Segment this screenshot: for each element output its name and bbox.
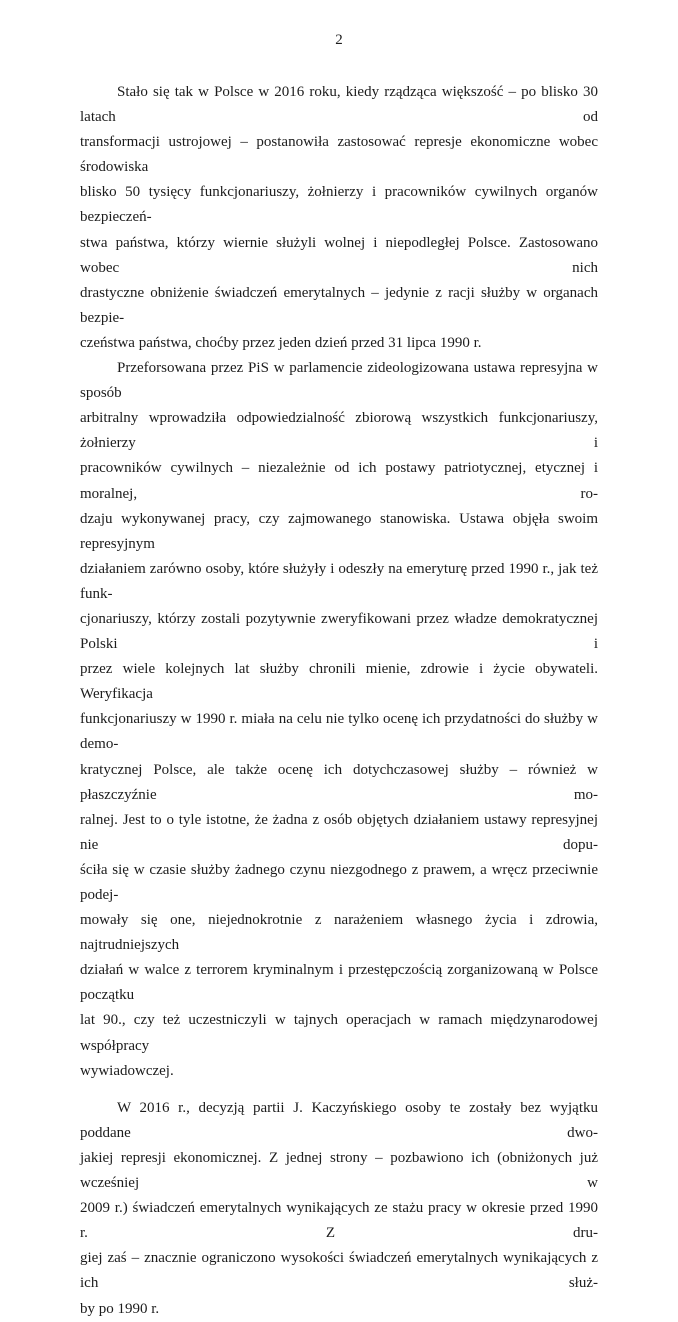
document-body [80, 80, 598, 1322]
text-line: 2009 r.) świadczeń emerytalnych wynikających ze stażu pracy w okresie przed 1990 r. Z dru- [80, 1200, 598, 1242]
text-line: Przeforsowana przez PiS w parlamencie zideologizowana ustawa represyjna w sposób [80, 360, 598, 402]
text-line: dzaju wykonywanej pracy, czy zajmowanego stanowiska. Ustawa objęła swoim represyjnym [80, 510, 598, 552]
paragraph [80, 80, 598, 356]
text-line: ściła się w czasie służby żadnego czynu niezgodnego z prawem, a wręcz przeciwnie podej- [80, 861, 598, 903]
text-line: działań w walce z terrorem kryminalnym i przestępczością zorganizowaną w Polsce początku [80, 962, 598, 1004]
text-line: blisko 50 tysięcy funkcjonariuszy, żołnierzy i pracowników cywilnych organów bezpieczeń- [80, 184, 598, 226]
text-line: mowały się one, niejednokrotnie z narażeniem własnego życia i zdrowia, najtrudniejszych [80, 912, 598, 954]
text-line: działaniem zarówno osoby, które służyły i odeszły na emeryturę przed 1990 r., jak też funk- [80, 560, 598, 602]
paragraph [80, 356, 598, 1084]
text-line: W 2016 r., decyzją partii J. Kaczyńskiego osoby te zostały bez wyjątku poddane dwo- [80, 1099, 598, 1141]
text-line: arbitralny wprowadziła odpowiedzialność zbiorową wszystkich funkcjonariuszy, żołnierzy i [80, 410, 598, 452]
text-line: ralnej. Jest to o tyle istotne, że żadna z osób objętych działaniem ustawy represyjnej nie dopu- [80, 811, 598, 853]
text-line: pracowników cywilnych – niezależnie od ich postawy patriotycznej, etycznej i moralnej, ro- [80, 460, 598, 502]
text-line: czeństwa państwa, choćby przez jeden dzień przed 31 lipca 1990 r. [80, 334, 482, 351]
text-line: Stało się tak w Polsce w 2016 roku, kiedy rządząca większość – po blisko 30 latach od [80, 84, 598, 126]
text-line: transformacji ustrojowej – postanowiła zastosować represje ekonomiczne wobec środowiska [80, 134, 598, 176]
paragraph [80, 1096, 598, 1322]
text-line: stwa państwa, którzy wiernie służyli wolnej i niepodległej Polsce. Zastosowano wobec nich [80, 234, 598, 276]
text-line: by po 1990 r. [80, 1300, 160, 1317]
text-line: lat 90., czy też uczestniczyli w tajnych operacjach w ramach międzynarodowej współpracy [80, 1012, 598, 1054]
text-line: cjonariuszy, którzy zostali pozytywnie zweryfikowani przez władze demokratycznej Polski i [80, 610, 598, 653]
text-line: funkcjonariuszy w 1990 r. miała na celu nie tylko ocenę ich przydatności do służby w demo- [80, 711, 598, 753]
text-line: jakiej represji ekonomicznej. Z jednej strony – pozbawiono ich (obniżonych już wcześniej w [80, 1149, 598, 1192]
page-number: 2 [335, 32, 343, 48]
text-line: przez wiele kolejnych lat służby chronili mienie, zdrowie i życie obywateli. Weryfikacja [80, 661, 598, 703]
text-line: giej zaś – znacznie ograniczono wysokości świadczeń emerytalnych wynikających z ich służ- [80, 1250, 598, 1292]
text-line: kratycznej Polsce, ale także ocenę ich dotychczasowej służby – również w płaszczyźnie mo- [80, 761, 598, 803]
text-line: drastyczne obniżenie świadczeń emerytalnych – jedynie z racji służby w organach bezpie- [80, 284, 598, 326]
text-line: wywiadowczej. [80, 1062, 174, 1079]
